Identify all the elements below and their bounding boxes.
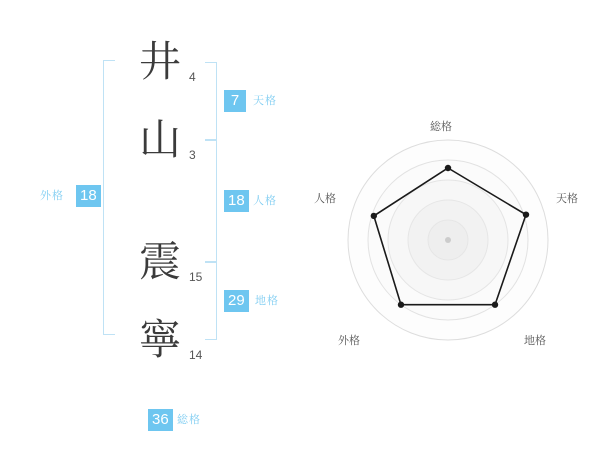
- gaikaku-label: 外格: [40, 190, 64, 202]
- radar-point-2: [492, 302, 498, 308]
- radar-label-jinkaku: 人格: [314, 193, 336, 205]
- radar-label-chikaku: 地格: [524, 335, 546, 347]
- radar-label-tenkaku: 天格: [556, 193, 578, 205]
- radar-label-soukaku: 総格: [430, 121, 452, 133]
- soukaku-badge: 36: [148, 409, 173, 431]
- radar-svg: [318, 110, 578, 370]
- kanji-char-3: 震: [138, 240, 181, 286]
- stroke-count-1: 4: [189, 70, 196, 84]
- gaikaku-bracket: [103, 60, 115, 335]
- jinkaku-badge: 18: [224, 190, 249, 212]
- stroke-count-4: 14: [189, 348, 203, 362]
- radar-center-dot: [445, 237, 451, 243]
- tenkaku-badge: 7: [224, 90, 246, 112]
- soukaku-label: 総格: [177, 414, 201, 426]
- chikaku-badge: 29: [224, 290, 249, 312]
- jinkaku-label: 人格: [253, 195, 277, 207]
- radar-label-gaikaku: 外格: [338, 335, 360, 347]
- kanji-char-1: 井: [138, 40, 181, 86]
- stroke-count-2: 3: [189, 148, 196, 162]
- stroke-count-3: 15: [189, 270, 203, 284]
- kanji-char-2: 山: [138, 118, 181, 164]
- radar-point-1: [523, 211, 529, 217]
- radar-point-0: [445, 165, 451, 171]
- chikaku-label: 地格: [255, 295, 279, 307]
- kanji-char-4: 寧: [138, 318, 181, 364]
- radar-point-4: [371, 213, 377, 219]
- tenkaku-label: 天格: [253, 95, 277, 107]
- radar-point-3: [398, 302, 404, 308]
- gaikaku-badge: 18: [76, 185, 101, 207]
- tenkaku-bracket: [205, 62, 217, 140]
- radar-chart: [314, 110, 578, 370]
- chikaku-bracket: [205, 262, 217, 340]
- jinkaku-bracket: [205, 140, 217, 262]
